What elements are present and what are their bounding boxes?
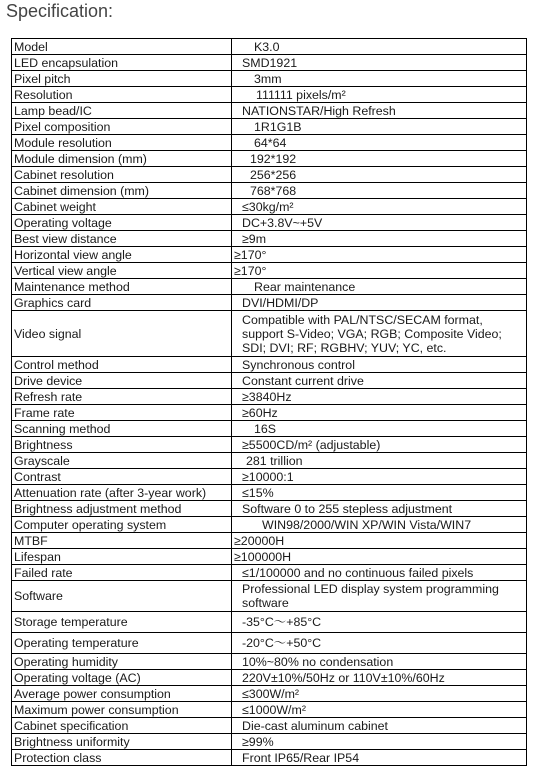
table-row xyxy=(12,247,527,263)
table-row xyxy=(12,734,527,750)
spec-value: ≥170° xyxy=(232,263,527,279)
spec-label: Cabinet resolution xyxy=(12,167,232,183)
table-row xyxy=(12,357,527,373)
table-row xyxy=(12,533,527,549)
table-row xyxy=(12,517,527,533)
spec-value: ≥100000H xyxy=(232,549,527,565)
spec-label: Brightness xyxy=(12,437,232,453)
spec-value: NATIONSTAR/High Refresh xyxy=(232,103,527,119)
table-row xyxy=(12,405,527,421)
spec-label: Failed rate xyxy=(12,565,232,581)
spec-value: 256*256 xyxy=(232,167,527,183)
table-row xyxy=(12,750,527,766)
spec-label: Average power consumption xyxy=(12,686,232,702)
table-row xyxy=(12,702,527,718)
spec-value: 192*192 xyxy=(232,151,527,167)
table-row xyxy=(12,119,527,135)
spec-label: Brightness adjustment method xyxy=(12,501,232,517)
spec-value: SMD1921 xyxy=(232,55,527,71)
spec-value: 10%~80% no condensation xyxy=(232,654,527,670)
spec-value: ≤30kg/m² xyxy=(232,199,527,215)
table-row xyxy=(12,279,527,295)
spec-value: -35°C～+85°C xyxy=(232,612,527,633)
spec-value: ≤15% xyxy=(232,485,527,501)
spec-label: Brightness uniformity xyxy=(12,734,232,750)
spec-label: Horizontal view angle xyxy=(12,247,232,263)
table-row xyxy=(12,670,527,686)
table-row xyxy=(12,549,527,565)
spec-value: 220V±10%/50Hz or 110V±10%/60Hz xyxy=(232,670,527,686)
spec-value: Front IP65/Rear IP54 xyxy=(232,750,527,766)
spec-label: Operating humidity xyxy=(12,654,232,670)
table-row xyxy=(12,295,527,311)
spec-value: ≤300W/m² xyxy=(232,686,527,702)
spec-value: ≥60Hz xyxy=(232,405,527,421)
spec-value: 281 trillion xyxy=(232,453,527,469)
spec-value: 3mm xyxy=(232,71,527,87)
spec-label: Control method xyxy=(12,357,232,373)
table-row xyxy=(12,373,527,389)
spec-label: Attenuation rate (after 3-year work) xyxy=(12,485,232,501)
table-row xyxy=(12,437,527,453)
spec-label: Lifespan xyxy=(12,549,232,565)
spec-label: Operating voltage (AC) xyxy=(12,670,232,686)
specification-table-body xyxy=(12,39,527,766)
spec-label: Pixel pitch xyxy=(12,71,232,87)
spec-value: ≥5500CD/m² (adjustable) xyxy=(232,437,527,453)
spec-value: DC+3.8V~+5V xyxy=(232,215,527,231)
table-row xyxy=(12,469,527,485)
spec-value: DVI/HDMI/DP xyxy=(232,295,527,311)
table-row xyxy=(12,453,527,469)
spec-value: 1R1G1B xyxy=(232,119,527,135)
spec-value: ≤1000W/m² xyxy=(232,702,527,718)
table-row xyxy=(12,183,527,199)
spec-value: -20°C～+50°C xyxy=(232,633,527,654)
table-row xyxy=(12,71,527,87)
page-title: Specification: xyxy=(6,1,114,21)
table-row xyxy=(12,686,527,702)
table-row xyxy=(12,565,527,581)
spec-label: Storage temperature xyxy=(12,612,232,633)
spec-label: Pixel composition xyxy=(12,119,232,135)
spec-label: Grayscale xyxy=(12,453,232,469)
spec-value: 768*768 xyxy=(232,183,527,199)
table-row xyxy=(12,151,527,167)
table-row xyxy=(12,654,527,670)
table-row xyxy=(12,215,527,231)
table-row xyxy=(12,231,527,247)
spec-label: Vertical view angle xyxy=(12,263,232,279)
spec-value: WIN98/2000/WIN XP/WIN Vista/WIN7 xyxy=(232,517,527,533)
spec-value: Die-cast aluminum cabinet xyxy=(232,718,527,734)
spec-value: ≥9m xyxy=(232,231,527,247)
table-row xyxy=(12,389,527,405)
spec-value: Rear maintenance xyxy=(232,279,527,295)
spec-value: 16S xyxy=(232,421,527,437)
spec-label: Best view distance xyxy=(12,231,232,247)
spec-value: Synchronous control xyxy=(232,357,527,373)
spec-label: Model xyxy=(12,39,232,55)
table-row xyxy=(12,39,527,55)
table-row xyxy=(12,135,527,151)
spec-label: Operating temperature xyxy=(12,633,232,654)
spec-value: 64*64 xyxy=(232,135,527,151)
spec-label: Module dimension (mm) xyxy=(12,151,232,167)
spec-value: ≤1/100000 and no continuous failed pixels xyxy=(232,565,527,581)
table-row xyxy=(12,311,527,357)
spec-label: Software xyxy=(12,581,232,612)
table-row xyxy=(12,612,527,633)
spec-label: Cabinet specification xyxy=(12,718,232,734)
spec-label: Lamp bead/IC xyxy=(12,103,232,119)
spec-label: Maintenance method xyxy=(12,279,232,295)
spec-label: LED encapsulation xyxy=(12,55,232,71)
table-row xyxy=(12,55,527,71)
spec-value: ≥99% xyxy=(232,734,527,750)
table-row xyxy=(12,501,527,517)
spec-value: 111111 pixels/m² xyxy=(232,87,527,103)
spec-label: Contrast xyxy=(12,469,232,485)
table-row xyxy=(12,485,527,501)
spec-label: Cabinet dimension (mm) xyxy=(12,183,232,199)
spec-label: Video signal xyxy=(12,311,232,357)
spec-value: ≥10000:1 xyxy=(232,469,527,485)
table-row xyxy=(12,167,527,183)
spec-label: Scanning method xyxy=(12,421,232,437)
spec-value: Software 0 to 255 stepless adjustment xyxy=(232,501,527,517)
table-row xyxy=(12,87,527,103)
spec-value: ≥20000H xyxy=(232,533,527,549)
spec-value: Compatible with PAL/NTSC/SECAM format, support S-Video; VGA; RGB; Composite Video; SDI; DVI; RF; RGBHV; YUV; YC, etc. xyxy=(232,311,527,357)
spec-label: Frame rate xyxy=(12,405,232,421)
table-row xyxy=(12,103,527,119)
table-row xyxy=(12,633,527,654)
table-row xyxy=(12,718,527,734)
spec-label: Computer operating system xyxy=(12,517,232,533)
table-row xyxy=(12,421,527,437)
specification-table xyxy=(11,38,527,766)
spec-label: MTBF xyxy=(12,533,232,549)
spec-value: ≥170° xyxy=(232,247,527,263)
spec-label: Cabinet weight xyxy=(12,199,232,215)
spec-value: Professional LED display system programming software xyxy=(232,581,527,612)
spec-label: Graphics card xyxy=(12,295,232,311)
spec-label: Refresh rate xyxy=(12,389,232,405)
spec-label: Protection class xyxy=(12,750,232,766)
spec-label: Maximum power consumption xyxy=(12,702,232,718)
spec-label: Operating voltage xyxy=(12,215,232,231)
spec-value: ≥3840Hz xyxy=(232,389,527,405)
spec-label: Drive device xyxy=(12,373,232,389)
table-row xyxy=(12,199,527,215)
table-row xyxy=(12,263,527,279)
table-row xyxy=(12,581,527,612)
spec-value: Constant current drive xyxy=(232,373,527,389)
spec-value: K3.0 xyxy=(232,39,527,55)
spec-label: Module resolution xyxy=(12,135,232,151)
spec-label: Resolution xyxy=(12,87,232,103)
